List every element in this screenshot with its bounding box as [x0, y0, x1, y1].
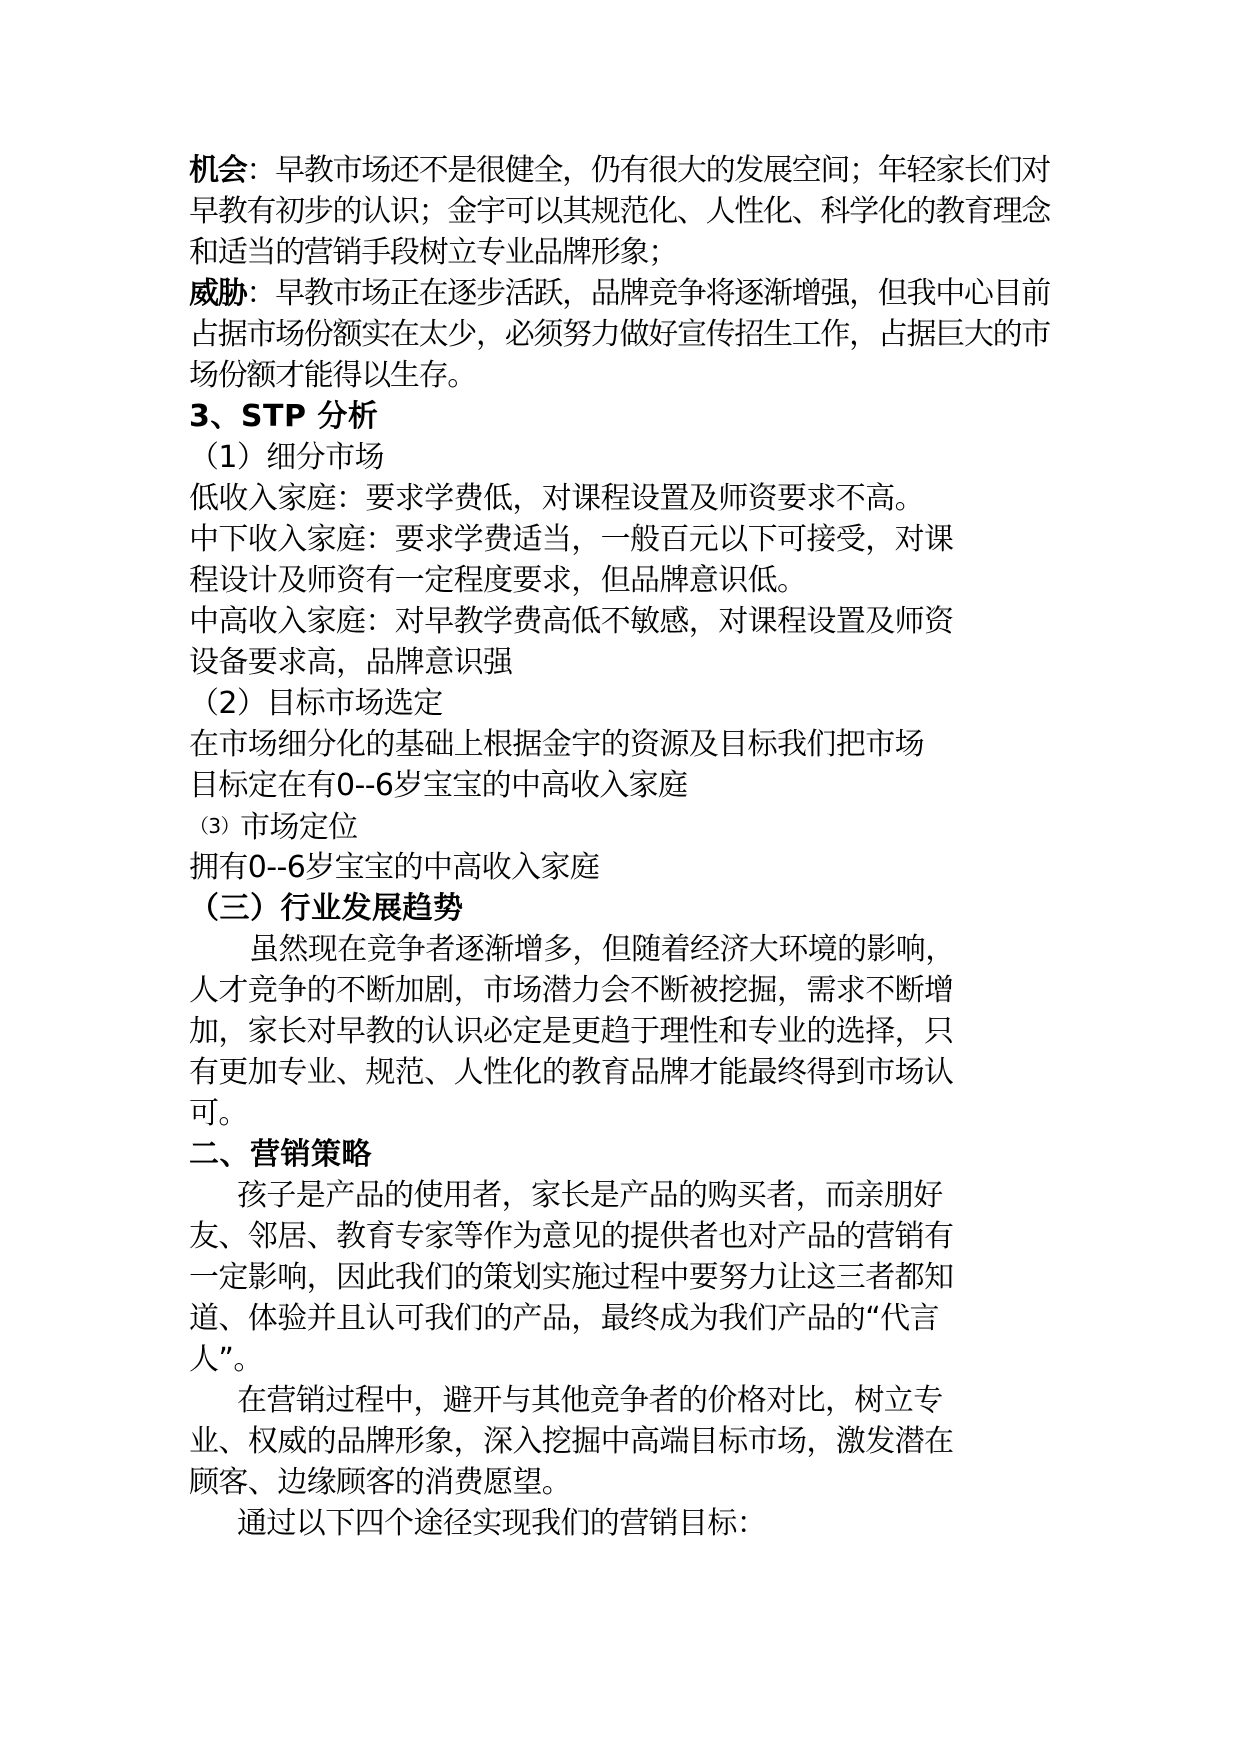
strategy-para1-line-1: 孩子是产品的使用者，家长是产品的购买者，而亲朋好: [237, 1178, 943, 1213]
segmentation-line-1: 低收入家庭：要求学费低，对课程设置及师资要求不高。: [189, 481, 924, 516]
positioning-title-line: [189, 806, 1069, 847]
stp-heading: 3、STP 分析: [189, 399, 379, 434]
strategy-para1-line-2: 友、邻居、教育专家等作为意见的提供者也对产品的营销有: [189, 1219, 954, 1254]
opportunity-text-1: ：早教市场还不是很健全，仍有很大的发展空间；年轻家长们对: [246, 153, 1051, 188]
strategy-para1-line-5: 人”。: [189, 1342, 263, 1377]
threat-line-1: [189, 273, 1069, 314]
threat-line-2: 占据市场份额实在太少，必须努力做好宣传招生工作，占据巨大的市: [189, 317, 1050, 352]
threat-line-3: 场份额才能得以生存。: [189, 358, 476, 393]
segmentation-line-4: 中高收入家庭：对早教学费高低不敏感，对课程设置及师资: [189, 604, 954, 639]
strategy-para2-line-1: 在营销过程中，避开与其他竞争者的价格对比，树立专: [237, 1383, 943, 1418]
segmentation-line-3: 程设计及师资有一定程度要求，但品牌意识低。: [189, 563, 807, 598]
trend-line-5: 可。: [189, 1096, 248, 1131]
targeting-line-1: 在市场细分化的基础上根据金宇的资源及目标我们把市场: [189, 727, 924, 762]
segmentation-line-2: 中下收入家庭：要求学费适当，一般百元以下可接受，对课: [189, 522, 954, 557]
threat-text-1: ：早教市场正在逐步活跃，品牌竞争将逐渐增强，但我中心目前: [246, 276, 1051, 311]
segmentation-title: （1）细分市场: [189, 440, 384, 475]
positioning-number: （3）: [189, 814, 240, 838]
threat-label: 威胁: [189, 276, 247, 311]
trend-line-3: 加，家长对早教的认识必定是更趋于理性和专业的选择，只: [189, 1014, 954, 1049]
strategy-para1-line-4: 道、体验并且认可我们的产品，最终成为我们产品的“代言: [189, 1301, 939, 1336]
positioning-line-1: 拥有0--6岁宝宝的中高收入家庭: [189, 850, 600, 885]
strategy-para1-line-3: 一定影响，因此我们的策划实施过程中要努力让这三者都知: [189, 1260, 954, 1295]
opportunity-line-2: 早教有初步的认识；金宇可以其规范化、人性化、科学化的教育理念: [189, 194, 1050, 229]
trend-heading: （三）行业发展趋势: [189, 891, 464, 926]
segmentation-line-5: 设备要求高，品牌意识强: [189, 645, 513, 680]
targeting-title: （2）目标市场选定: [189, 686, 443, 721]
opportunity-line-1: [189, 150, 1069, 191]
targeting-line-2: 目标定在有0--6岁宝宝的中高收入家庭: [189, 768, 688, 803]
strategy-para2-line-2: 业、权威的品牌形象，深入挖掘中高端目标市场，激发潜在: [189, 1424, 954, 1459]
strategy-para2-line-3: 顾客、边缘顾客的消费愿望。: [189, 1465, 572, 1500]
strategy-heading: 二、营销策略: [189, 1137, 372, 1172]
strategy-para3-line-1: 通过以下四个途径实现我们的营销目标：: [237, 1506, 767, 1541]
trend-line-4: 有更加专业、规范、人性化的教育品牌才能最终得到市场认: [189, 1055, 954, 1090]
positioning-title: 市场定位: [239, 810, 358, 845]
document-page: [189, 150, 1069, 1544]
opportunity-line-3: 和适当的营销手段树立专业品牌形象；: [189, 235, 677, 270]
trend-line-2: 人才竞争的不断加剧，市场潜力会不断被挖掘，需求不断增: [189, 973, 954, 1008]
opportunity-label: 机会: [189, 153, 247, 188]
trend-line-1: 虽然现在竞争者逐渐增多，但随着经济大环境的影响，: [249, 932, 955, 967]
